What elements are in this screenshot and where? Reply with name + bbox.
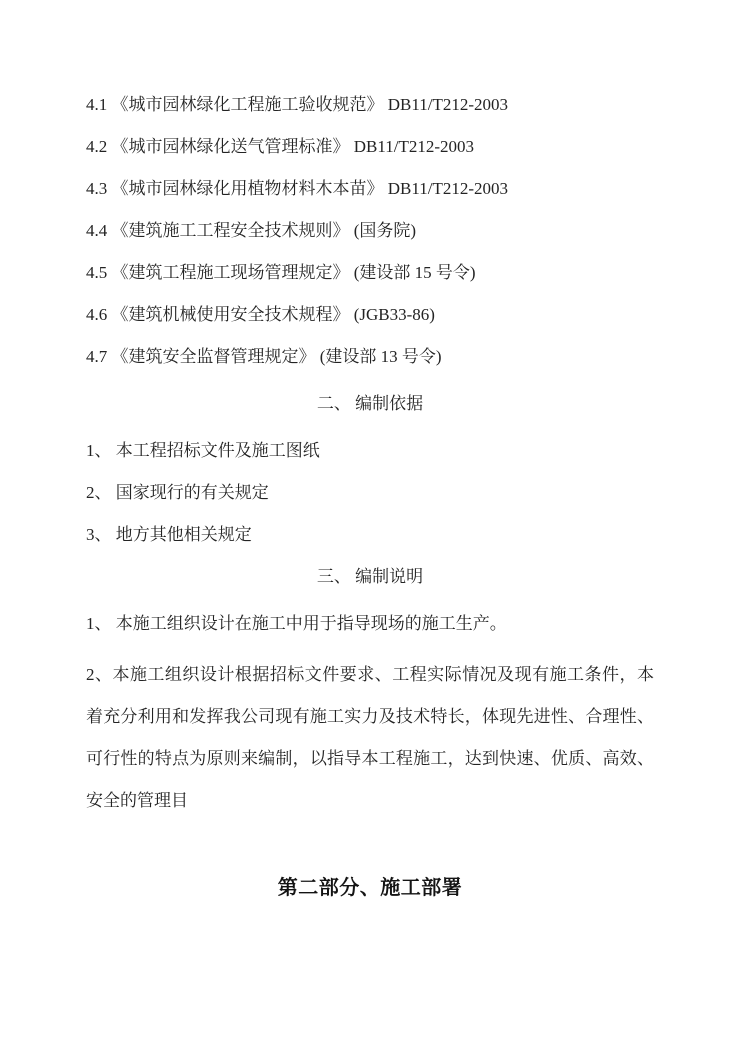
note-item-2-line-3: 可行性的特点为原则来编制，以指导本工程施工，达到快速、优质、高效、 <box>86 749 654 768</box>
note-item-2-line-4: 安全的管理目 <box>86 791 188 810</box>
reference-line-4-7: 4.7 《建筑安全监督管理规定》 (建设部 13 号令) <box>86 347 442 366</box>
part2-title: 第二部分、施工部署 <box>277 877 463 899</box>
note-item-2-line-1: 2、本施工组织设计根据招标文件要求、工程实际情况及现有施工条件，本 <box>86 665 654 684</box>
reference-line-4-5: 4.5 《建筑工程施工现场管理规定》 (建设部 15 号令) <box>86 263 476 282</box>
reference-line-4-6: 4.6 《建筑机械使用安全技术规程》 (JGB33-86) <box>86 305 435 324</box>
note-item-2-line-2: 着充分利用和发挥我公司现有施工实力及技术特长，体现先进性、合理性、 <box>86 707 654 726</box>
reference-line-4-3: 4.3 《城市园林绿化用植物材料木本苗》 DB11/T212-2003 <box>86 179 509 198</box>
basis-item-2: 2、 国家现行的有关规定 <box>86 483 269 502</box>
reference-line-4-1: 4.1 《城市园林绿化工程施工验收规范》 DB11/T212-2003 <box>86 95 509 114</box>
reference-line-4-2: 4.2 《城市园林绿化送气管理标准》 DB11/T212-2003 <box>86 137 475 156</box>
section-heading-notes: 三、 编制说明 <box>316 567 424 586</box>
note-item-1: 1、 本施工组织设计在施工中用于指导现场的施工生产。 <box>86 614 507 633</box>
section-heading-basis: 二、 编制依据 <box>316 394 424 413</box>
reference-line-4-4: 4.4 《建筑施工工程安全技术规则》 (国务院) <box>86 221 417 240</box>
basis-item-3: 3、 地方其他相关规定 <box>86 525 252 544</box>
basis-item-1: 1、 本工程招标文件及施工图纸 <box>86 441 320 460</box>
